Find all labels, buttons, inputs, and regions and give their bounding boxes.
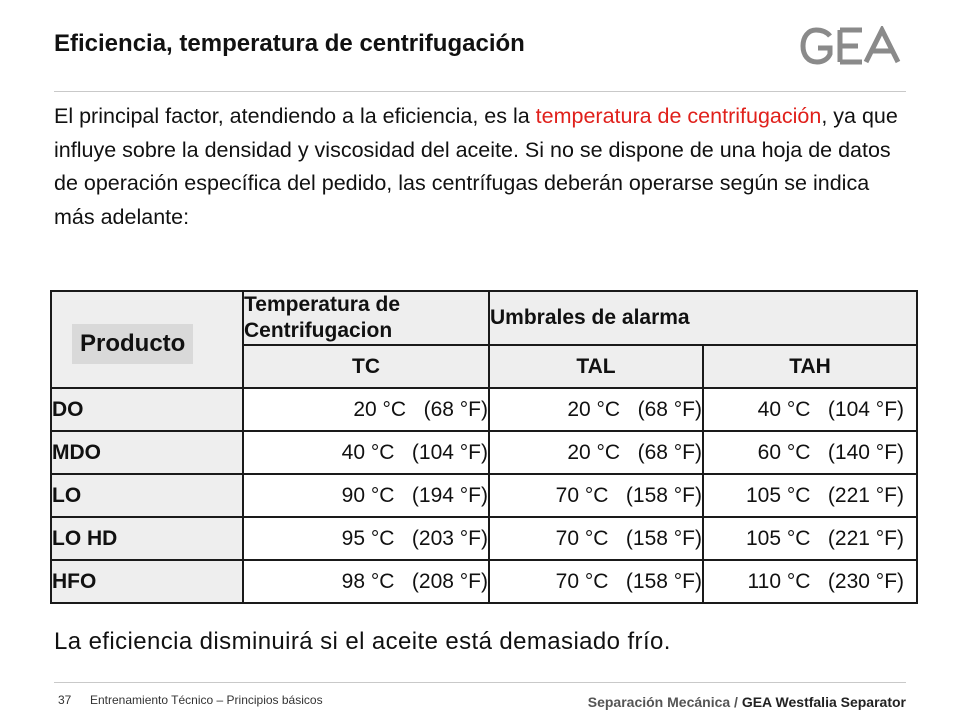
footer-division: Separación Mecánica — [587, 694, 731, 710]
tc-cell: 98 °C (208 °F) — [243, 560, 489, 603]
table-row — [51, 517, 917, 560]
tal-cell: 20 °C (68 °F) — [489, 431, 703, 474]
temperature-table — [50, 290, 918, 604]
page-title: Eficiencia, temperatura de centrifugación — [54, 30, 525, 57]
tc-cell: 95 °C (203 °F) — [243, 517, 489, 560]
intro-text-part2: , ya que influye sobre la densidad y viscosidad del aceite. Si no se dispone de una hoja de datos de operación específica del pedido, las centrífugas deberán operarse según se indica más adelante: — [54, 104, 898, 229]
product-cell: LO HD — [51, 517, 243, 560]
tc-cell: 20 °C (68 °F) — [243, 388, 489, 431]
page-number: 37 — [58, 693, 72, 707]
table-row — [51, 474, 917, 517]
tah-cell: 105 °C (221 °F) — [703, 517, 917, 560]
footer-brand-line — [588, 694, 906, 710]
intro-text-part1: El principal factor, atendiendo a la eficiencia, es la — [54, 104, 536, 128]
tah-cell: 40 °C (104 °F) — [703, 388, 917, 431]
alarm-header: Umbrales de alarma — [489, 291, 917, 345]
temp-header: Temperatura de Centrifugacion — [243, 291, 489, 345]
footer-course-title: Entrenamiento Técnico – Principios básicos — [90, 693, 323, 707]
footer-company: GEA Westfalia Separator — [741, 694, 906, 710]
header-divider — [54, 91, 906, 92]
tal-cell: 20 °C (68 °F) — [489, 388, 703, 431]
intro-paragraph — [54, 100, 914, 234]
subheader-tal: TAL — [489, 345, 703, 388]
product-header: Producto — [72, 324, 193, 364]
tah-cell: 105 °C (221 °F) — [703, 474, 917, 517]
product-header-cell — [51, 291, 243, 388]
closing-statement: La eficiencia disminuirá si el aceite está demasiado frío. — [54, 628, 671, 655]
tal-cell: 70 °C (158 °F) — [489, 474, 703, 517]
product-cell: MDO — [51, 431, 243, 474]
footer-separator: / — [730, 694, 742, 710]
product-cell: DO — [51, 388, 243, 431]
intro-highlight: temperatura de centrifugación — [535, 104, 822, 128]
subheader-tc: TC — [243, 345, 489, 388]
tal-cell: 70 °C (158 °F) — [489, 560, 703, 603]
tal-cell: 70 °C (158 °F) — [489, 517, 703, 560]
product-cell: LO — [51, 474, 243, 517]
tah-cell: 60 °C (140 °F) — [703, 431, 917, 474]
gea-logo — [800, 26, 906, 66]
tc-cell: 90 °C (194 °F) — [243, 474, 489, 517]
footer-divider — [54, 682, 906, 683]
table-row — [51, 431, 917, 474]
subheader-tah: TAH — [703, 345, 917, 388]
tah-cell: 110 °C (230 °F) — [703, 560, 917, 603]
table-header-row — [51, 291, 917, 345]
product-cell: HFO — [51, 560, 243, 603]
tc-cell: 40 °C (104 °F) — [243, 431, 489, 474]
table-row — [51, 560, 917, 603]
table-row — [51, 388, 917, 431]
